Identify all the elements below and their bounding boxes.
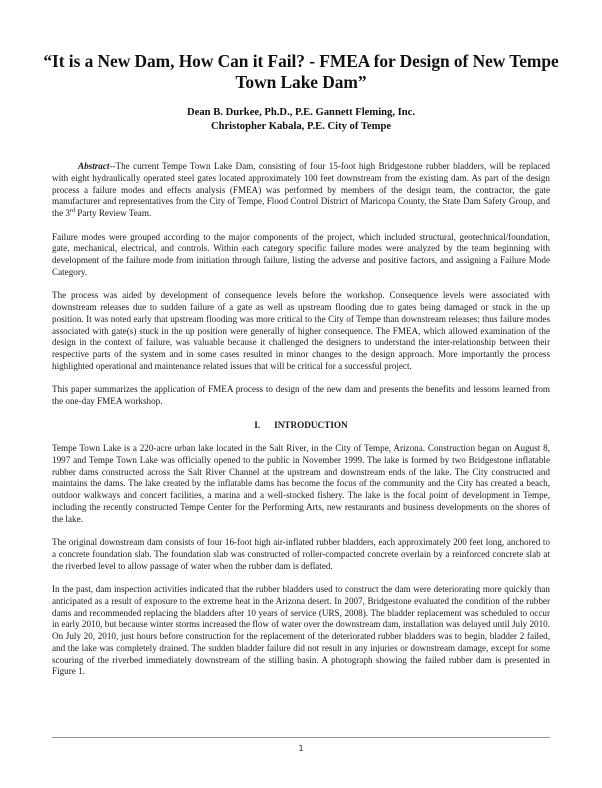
abstract-paragraph: This paper summarizes the application of FMEA process to design of the new dam and presents the benefits and lessons learned from the one-day FMEA workshop. [52, 384, 550, 406]
abstract-label: Abstract [78, 161, 110, 171]
abstract-text: The current Tempe Town Lake Dam, consisting of four 15-foot high Bridgestone rubber bladders, will be replaced with eight hydraulically operated steel gates located approximately 100 feet downstream from the existing dam. As part of the design process a failure modes and effects analysis (FMEA) was performed by members of the design team, the contractor, the gate manufacturer and representatives from the City of Tempe, Flood Control District of Maricopa County, the State Dam Safety Group, and the 3 [52, 161, 550, 218]
section-title: INTRODUCTION [274, 419, 348, 430]
intro-paragraph: In the past, dam inspection activities indicated that the rubber bladders used to construct the dam were deteriorating more quickly than anticipated as a result of exposure to the extreme heat in the Arizona desert. In 2007, Bridgestone evaluated the condition of the rubber dams and recommended replacing the bladders after 10 years of service (URS, 2008). The bladder replacement was scheduled to occur in early 2010, but because winter storms increased the flow of water over the downstream dam, installation was delayed until July 2010. On July 20, 2010, just hours before construction for the replacement of the deteriorated rubber bladders was to begin, bladder 2 failed, and the lake was completely drained. The sudden bladder failure did not result in any injuries or downstream damage, except for some scouring of the riverbed immediately downstream of the stilling basin. A photograph showing the failed rubber dam is presented in Figure 1. [52, 584, 550, 677]
abstract-text-end: Party Review Team. [75, 208, 152, 218]
section-number: I. [254, 419, 261, 430]
intro-paragraph: The original downstream dam consists of four 16-foot high air-inflated rubber bladders, each approximately 200 feet long, anchored to a concrete foundation slab. The foundation slab was constructed of roller-compacted concrete overlain by a reinforced concrete slab at the riverbed level to allow passage of water when the rubber dam is deflated. [52, 537, 550, 571]
intro-paragraph: Tempe Town Lake is a 220-acre urban lake located in the Salt River, in the City of Tempe, Arizona. Construction began on August 8, 1997 and Tempe Town Lake was officially opened to the public in November 1999. The lake is formed by two Bridgestone inflatable rubber dams constructed across the Salt River Channel at the upstream and downstream ends of the lake. The City constructed and maintains the dams. The lake created by the inflatable dams has become the focus of the community and the City has created a beach, outdoor walkways and concert facilities, a marina and a well-stocked fishery. The lake is the focal point of development in Tempe, including the recently constructed Tempe Center for the Performing Arts, new restaurants and business developments on the shores of the lake. [52, 443, 550, 524]
footer-divider [52, 737, 550, 738]
section-heading [52, 420, 550, 432]
ordinal-superscript: rd [70, 207, 75, 214]
page-number: 1 [298, 744, 304, 753]
author-line: Christopher Kabala, P.E. City of Tempe [210, 121, 392, 132]
abstract-paragraph: The process was aided by development of consequence levels before the workshop. Consequence levels were associated with downstream releases due to sudden failure of a gate as well as upstream flooding due to gates being damaged or stuck in the up position. It was noted early that upstream flooding was more critical to the City of Tempe than downstream releases; thus failure modes associated with gate(s) stuck in the up position were generally of higher consequence. The FMEA, which allowed examination of the design in the context of failure, was valuable because it challenged the designers to understand the inter-relationship between their respective parts of the system and in some cases resulted in minor changes to the design approach. More importantly the process highlighted operational and maintenance related issues that will be critical for a successful project. [52, 290, 550, 371]
author-block [40, 106, 562, 134]
author-line: Dean B. Durkee, Ph.D., P.E. Gannett Fleming, Inc. [187, 107, 415, 118]
abstract-paragraph: Failure modes were grouped according to the major components of the project, which included structural, geotechnical/foundation, gate, mechanical, electrical, and controls. Within each category specific failure modes were analyzed by the team beginning with development of the failure mode from initiation through failure, listing the adverse and positive factors, and assigning a Failure Mode Category. [52, 231, 550, 277]
paper-title: “It is a New Dam, How Can it Fail? - FMEA for Design of New Tempe Town Lake Dam” [43, 51, 559, 92]
abstract-dash: -- [109, 161, 116, 171]
paper-body [52, 161, 550, 690]
abstract-paragraph [52, 161, 550, 220]
